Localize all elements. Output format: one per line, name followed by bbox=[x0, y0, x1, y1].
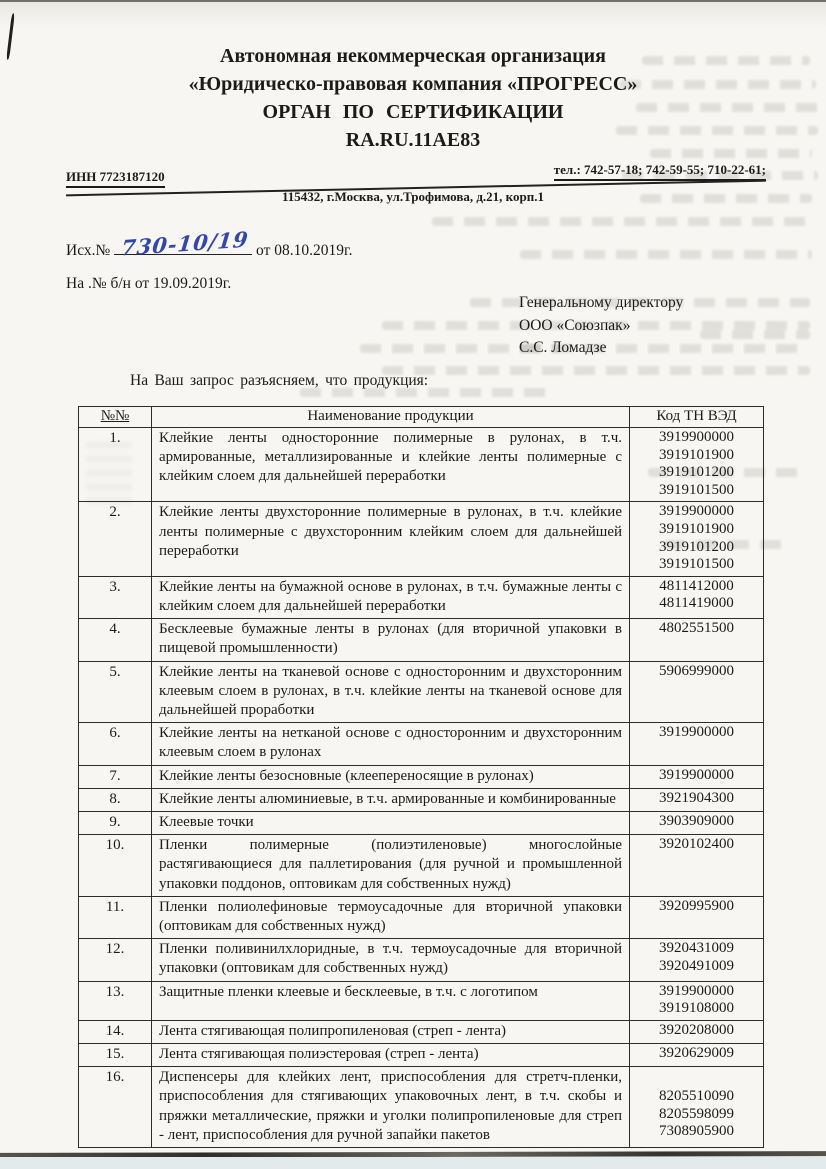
product-name: Клейкие ленты алюминиевые, в т.ч. армированные и комбинированные bbox=[152, 788, 630, 811]
tnved-code: 3921904300 bbox=[659, 789, 734, 806]
product-name: Клейкие ленты безосновные (клеепереносящие в рулонах) bbox=[152, 765, 630, 788]
tnved-code: 3920491009 bbox=[659, 957, 734, 974]
outgoing-prefix: Исх.№ bbox=[66, 242, 111, 259]
outgoing-date: от 08.10.2019г. bbox=[256, 242, 353, 259]
certification-body-line: ОРГАН ПО СЕРТИФИКАЦИИ bbox=[262, 101, 564, 123]
phone-numbers: тел.: 742-57-18; 742-59-55; 710-22-61; bbox=[554, 162, 766, 181]
tnved-code: 4811419000 bbox=[659, 595, 734, 612]
tnved-code: 3919101200 bbox=[659, 538, 734, 555]
table-row bbox=[79, 765, 764, 788]
tnved-code: 3919900000 bbox=[659, 503, 734, 520]
product-name: Лента стягивающая полипропиленовая (стреп - лента) bbox=[152, 1020, 630, 1043]
tnved-code: 3903909000 bbox=[659, 812, 734, 829]
addressee-person: С.С. Ломадзе bbox=[519, 339, 607, 356]
product-name: Клейкие ленты на бумажной основе в рулонах, в т.ч. бумажные ленты с клейким слоем для дальнейшей переработки bbox=[152, 576, 630, 618]
tnved-code: 3920629009 bbox=[659, 1045, 734, 1061]
tnved-code: 4802551500 bbox=[659, 620, 734, 637]
postal-address: 115432, г.Москва, ул.Трофимова, д.21, корп.1 bbox=[282, 189, 544, 204]
table-row bbox=[79, 1044, 764, 1067]
table-row bbox=[79, 1020, 764, 1043]
table-row bbox=[79, 661, 764, 723]
row-number: 1. bbox=[79, 428, 152, 502]
product-name: Лента стягивающая полиэстеровая (стреп - лента) bbox=[152, 1044, 630, 1067]
row-number: 11. bbox=[79, 896, 152, 938]
table-row bbox=[79, 428, 764, 502]
row-number: 16. bbox=[79, 1067, 152, 1148]
reference-block bbox=[66, 226, 353, 293]
inn-number: ИНН 7723187120 bbox=[66, 169, 165, 188]
header-code-column: Код ТН ВЭД bbox=[630, 407, 764, 428]
intro-sentence: На Ваш запрос разъясняем, что продукция: bbox=[130, 372, 429, 389]
product-name: Бесклеевые бумажные ленты в рулонах (для вторичной упаковки в пищевой промышленности) bbox=[152, 619, 630, 661]
table-row bbox=[79, 1067, 764, 1148]
tnved-codes-cell bbox=[630, 835, 764, 897]
tnved-code: 8205510090 bbox=[659, 1088, 734, 1105]
scan-strip-bottom bbox=[0, 1157, 826, 1169]
product-name: Клеевые точки bbox=[152, 811, 630, 834]
header-number-column bbox=[79, 407, 152, 428]
tnved-codes-cell bbox=[630, 428, 764, 502]
row-number: 13. bbox=[79, 981, 152, 1020]
row-number: 4. bbox=[79, 619, 152, 661]
row-number: 12. bbox=[79, 939, 152, 981]
tnved-code: 3920102400 bbox=[659, 836, 734, 853]
table-row bbox=[79, 619, 764, 661]
outgoing-reference-line bbox=[66, 226, 353, 262]
tnved-code: 7308905900 bbox=[659, 1123, 734, 1140]
letterhead bbox=[0, 42, 826, 154]
tnved-codes-cell bbox=[630, 939, 764, 981]
tnved-codes-cell bbox=[630, 1067, 764, 1148]
tnved-codes-cell bbox=[630, 788, 764, 811]
tnved-code: 3919900000 bbox=[659, 429, 734, 445]
row-number: 2. bbox=[79, 502, 152, 576]
header-name-column: Наименование продукции bbox=[152, 407, 630, 428]
product-name: Клейкие ленты на нетканой основе с односторонним и двухсторонним клеевым слоем в рулонах bbox=[152, 723, 630, 765]
table-row bbox=[79, 502, 764, 576]
product-name: Клейкие ленты на тканевой основе с односторонним и двухсторонним клеевым слоем в рулонах, в т.ч. клейкие ленты на тканевой основе для дальнейшей проработки bbox=[152, 661, 630, 723]
row-number: 3. bbox=[79, 576, 152, 618]
tnved-code: 4811412000 bbox=[659, 577, 734, 594]
product-name: Клейкие ленты двухсторонние полимерные в рулонах, в т.ч. клейкие ленты полимерные с двухсторонним клейким слоем для дальнейшей переработки bbox=[152, 502, 630, 576]
table-row bbox=[79, 788, 764, 811]
tnved-code: 3919101500 bbox=[659, 481, 734, 498]
table-row bbox=[79, 981, 764, 1020]
product-table-body bbox=[79, 428, 764, 1148]
row-number: 15. bbox=[79, 1044, 152, 1067]
tnved-code: 3919101900 bbox=[659, 520, 734, 537]
tnved-codes-cell bbox=[630, 811, 764, 834]
row-number: 5. bbox=[79, 661, 152, 723]
tnved-code: 3919900000 bbox=[659, 724, 734, 741]
row-number: 9. bbox=[79, 811, 152, 834]
product-name: Пленки полимерные (полиэтиленовые) многослойные растягивающиеся для паллетирования (для ручной и промышленной упаковки поддонов, оптовикам для собственных нужд) bbox=[152, 835, 630, 897]
tnved-codes-cell bbox=[630, 1020, 764, 1043]
tnved-code: 3920208000 bbox=[659, 1021, 734, 1038]
row-number: 10. bbox=[79, 835, 152, 897]
tnved-code: 3919900000 bbox=[659, 982, 734, 999]
addressee-title: Генеральному директору bbox=[519, 294, 684, 311]
product-table bbox=[78, 406, 764, 1148]
tnved-code: 3919101500 bbox=[659, 556, 734, 573]
organization-type-line: Автономная некоммерческая организация bbox=[220, 45, 606, 67]
tnved-code: 5906999000 bbox=[659, 662, 734, 679]
header-row bbox=[79, 407, 764, 428]
tnved-code: 3919101900 bbox=[659, 446, 734, 463]
product-name: Пленки полиолефиновые термоусадочные для вторичной упаковки (оптовикам для собственных нужд) bbox=[152, 896, 630, 938]
outgoing-number-handwritten: 730-10/19 bbox=[120, 226, 251, 261]
tnved-codes-cell bbox=[630, 765, 764, 788]
organization-name-line: «Юридическо-правовая компания «ПРОГРЕСС» bbox=[188, 73, 638, 95]
tnved-codes-cell bbox=[630, 502, 764, 576]
table-row bbox=[79, 939, 764, 981]
table-row bbox=[79, 576, 764, 618]
tnved-codes-cell bbox=[630, 576, 764, 618]
header-number-label: №№ bbox=[100, 408, 130, 424]
tnved-code: 3919108000 bbox=[659, 1000, 734, 1017]
tnved-code: 3920431009 bbox=[659, 940, 734, 957]
tnved-codes-cell bbox=[630, 619, 764, 661]
outgoing-number-field bbox=[114, 226, 252, 261]
table-row bbox=[79, 811, 764, 834]
table-row bbox=[79, 723, 764, 765]
tnved-code: 3920995900 bbox=[659, 897, 734, 914]
row-number: 8. bbox=[79, 788, 152, 811]
contact-block bbox=[0, 160, 826, 212]
table-row bbox=[79, 896, 764, 938]
tnved-code: 8205598099 bbox=[659, 1105, 734, 1122]
addressee-block bbox=[519, 292, 683, 360]
tnved-codes-cell bbox=[630, 1044, 764, 1067]
accreditation-number: RA.RU.11АЕ83 bbox=[345, 129, 481, 151]
tnved-codes-cell bbox=[630, 981, 764, 1020]
tnved-codes-cell bbox=[630, 896, 764, 938]
tnved-codes-cell bbox=[630, 661, 764, 723]
tnved-code: 3919900000 bbox=[659, 766, 734, 783]
product-name: Пленки поливинилхлоридные, в т.ч. термоусадочные для вторичной упаковки (оптовикам для собственных нужд) bbox=[152, 939, 630, 981]
tnved-code: 3919101200 bbox=[659, 464, 734, 481]
scan-shadow-top bbox=[0, 2, 826, 28]
tnved-codes-cell bbox=[630, 723, 764, 765]
product-name: Клейкие ленты односторонние полимерные в рулонах, в т.ч. армированные, металлизированные и клейкие ленты полимерные с клейким слоем для дальнейшей переработки bbox=[152, 428, 630, 502]
addressee-company: ООО «Союзпак» bbox=[519, 316, 631, 334]
incoming-reference-line: На .№ б/н от 19.09.2019г. bbox=[66, 275, 232, 292]
row-number: 7. bbox=[79, 765, 152, 788]
row-number: 14. bbox=[79, 1020, 152, 1043]
row-number: 6. bbox=[79, 723, 152, 765]
product-name: Диспенсеры для клейких лент, приспособления для стретч-пленки, приспособления для стягивающих упаковочных лент, в т.ч. скобы и пряжки металлические, пряжки и уголки полипропиленовые для стреп - лент, приспособления для ручной запайки пакетов bbox=[152, 1067, 630, 1148]
product-name: Защитные пленки клеевые и бесклеевые, в т.ч. с логотипом bbox=[152, 981, 630, 1020]
product-table-head bbox=[79, 407, 764, 428]
table-row bbox=[79, 835, 764, 897]
